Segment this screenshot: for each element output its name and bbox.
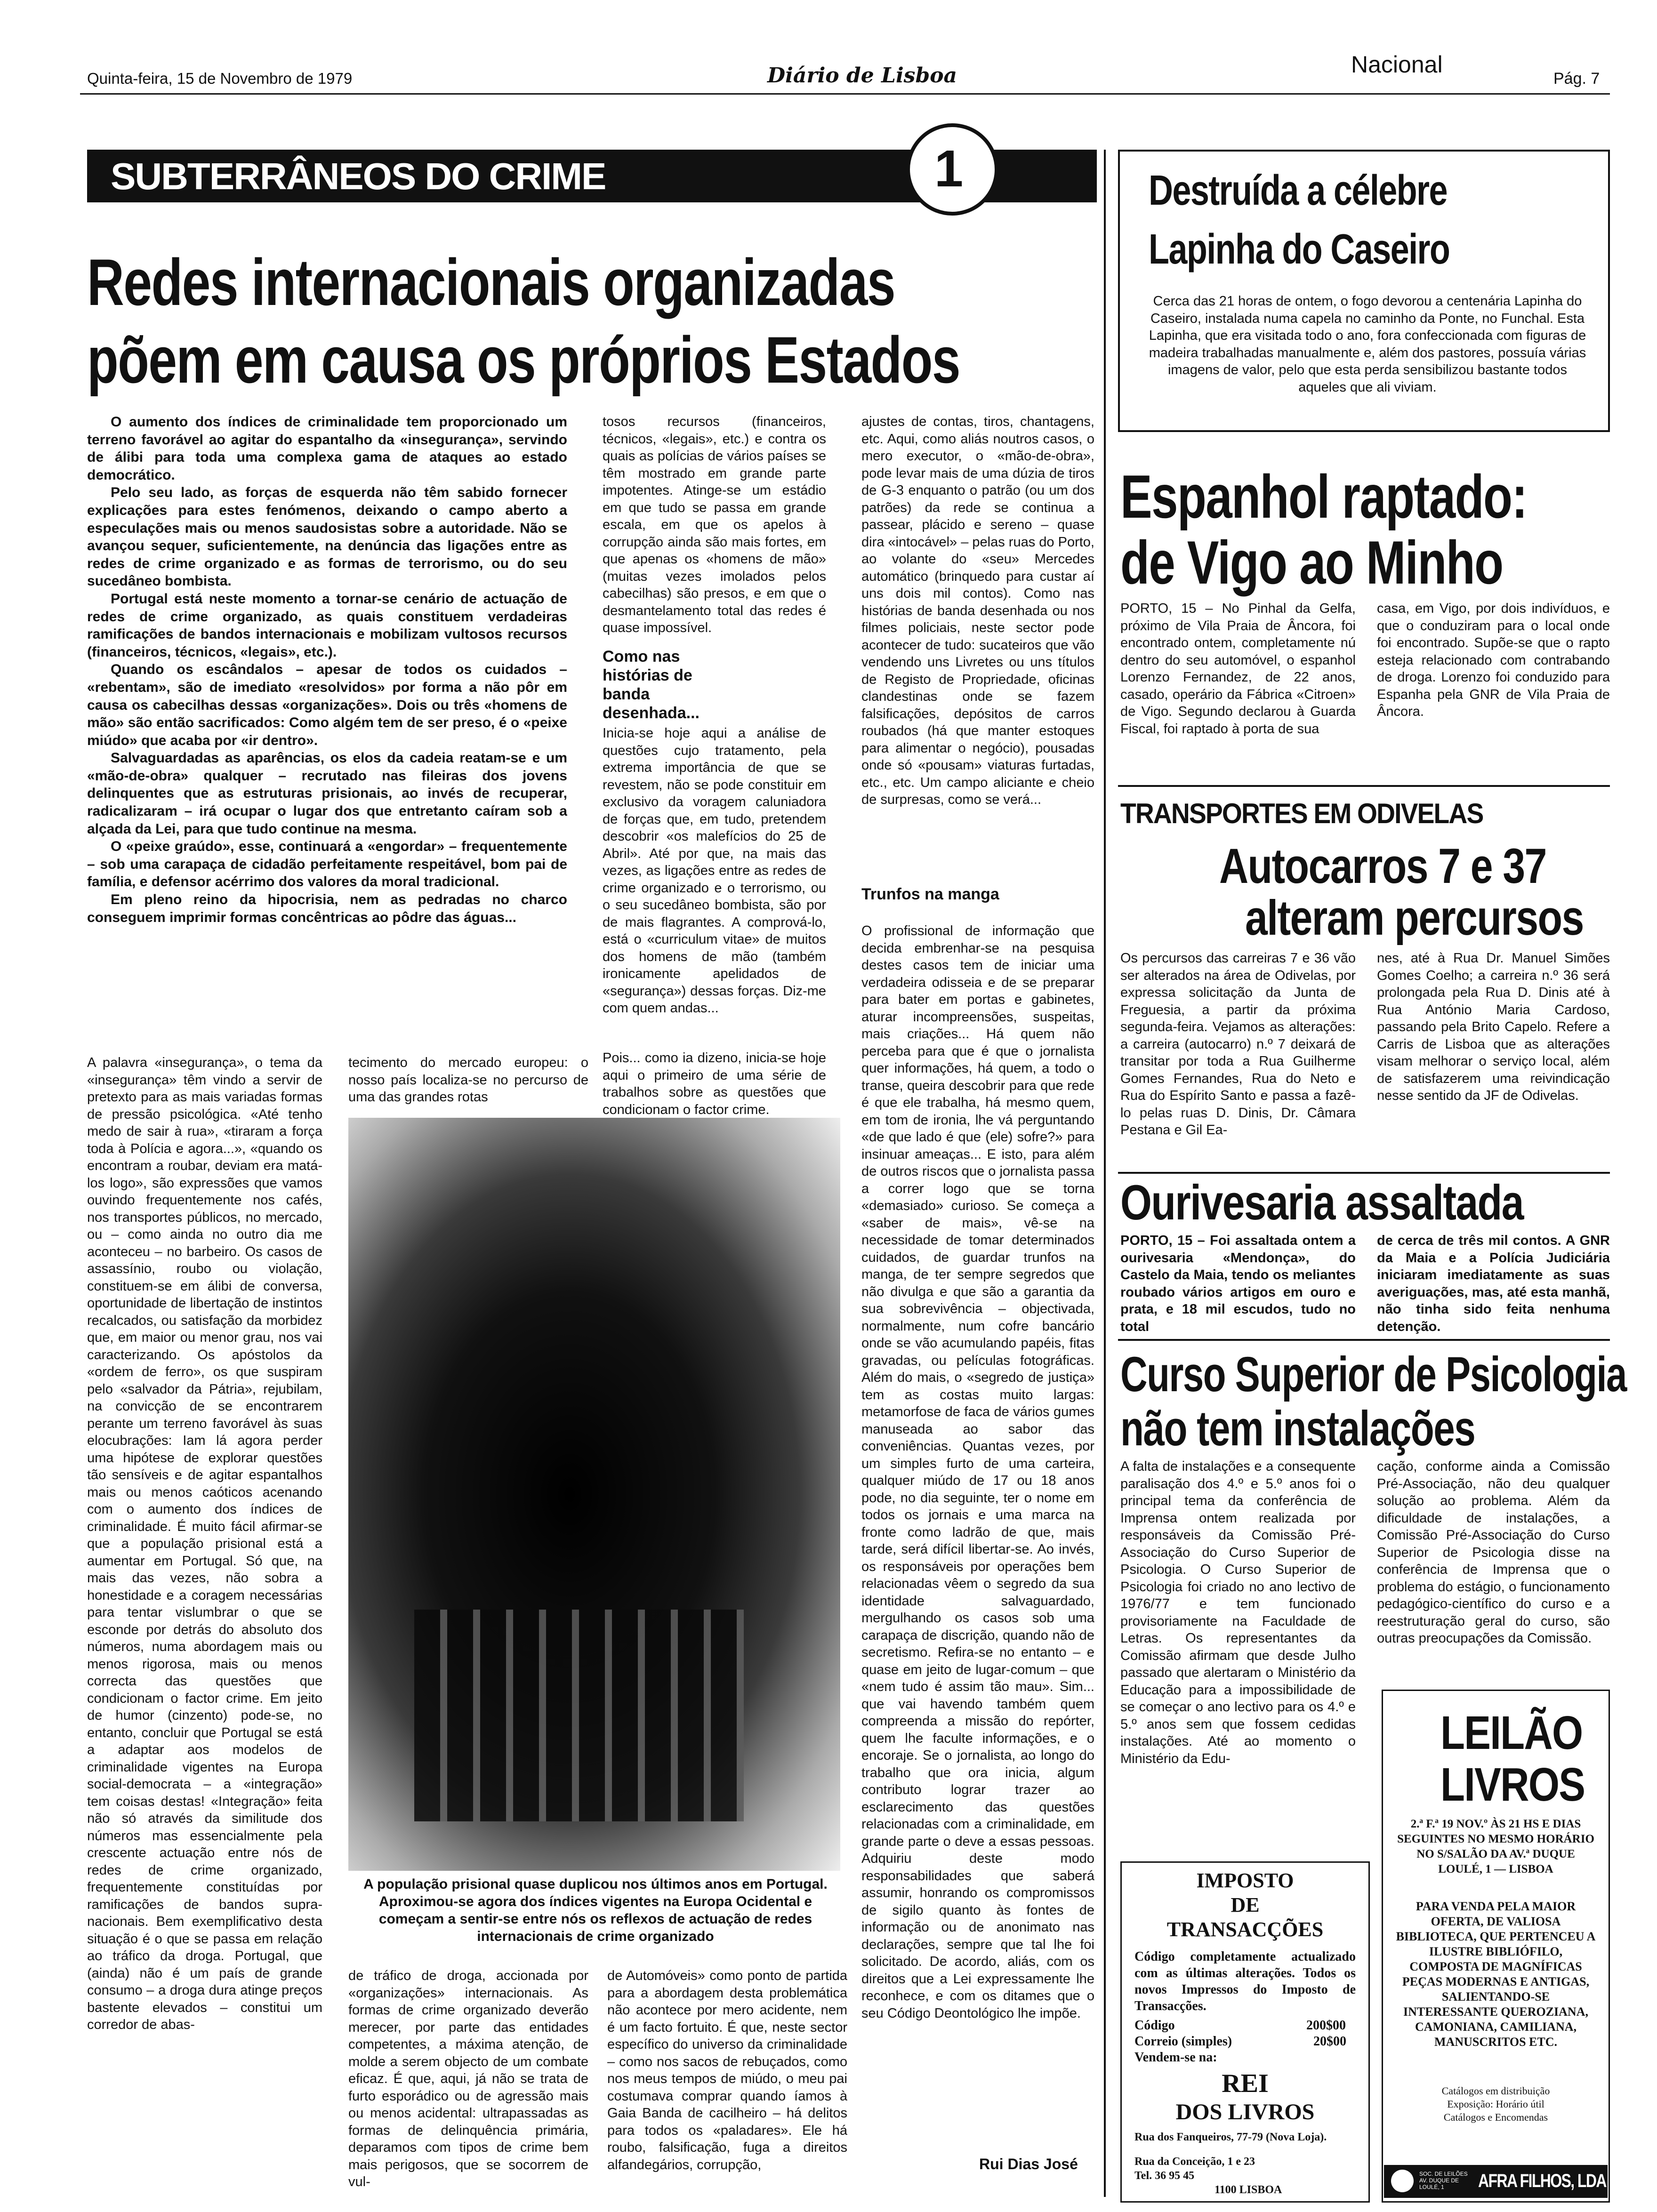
transportes-col-2: nes, até à Rua Dr. Manuel Simões Gomes Coelho; a carreira n.º 36 será prolongada pela Rua D. Dinis até à Rua António Maria Cardoso, passando pela Brito Capelo. Refere a Carris de Lisboa que as alterações visam melhorar o serviço local, além de satisfazerem uma reivindicação nesse sentido da JF de Odivelas. [1377, 951, 1610, 1103]
imposto-price-2: 20$00 [1313, 2034, 1346, 2049]
series-number: 1 [934, 140, 964, 198]
leilao-schedule: 2.ª F.ª 19 NOV.º ÀS 21 HS E DIAS SEGUINTES NO MESMO HORÁRIO NO S/SALÃO DA AV.ª DUQUE LOULÉ, 1 — LISBOA [1397, 1818, 1594, 1875]
header-rule [80, 93, 1610, 95]
leilao-title-2: LIVROS [1440, 1758, 1585, 1811]
column-divider [1104, 150, 1106, 2197]
transportes-headline-2: alteram percursos [1245, 890, 1584, 946]
lapinha-headline-1: Destruída a célebre [1149, 167, 1447, 214]
lead-p2: Pelo seu lado, as forças de esquerda não têm sabido fornecer explicações para estes fenómenos, deixando o campo aberto a especulações mais ou menos saudosistas sobre a autoridade. Não se avançou sequer, suficientemente, na denúncia das ligações entre as redes de crime organizado e as formas de terrorismo, ou do seu sucedâneo bombista. [87, 485, 567, 589]
leilao-note-3: Catálogos e Encomendas [1443, 2111, 1548, 2123]
byline: Rui Dias José [979, 2156, 1078, 2172]
subhead-trunfos: Trunfos na manga [861, 885, 999, 903]
lead-text [87, 413, 567, 1030]
column-right-top: ajustes de contas, tiros, chantagens, etc. Aqui, como aliás noutros casos, o mero executor, o «mão-de-obra», pode levar mais de uma dúzia de tiros de G-3 enquanto o patrão (ou um dos patrões) da rede se continua a passear, plácido e sereno – quase dira «intocável» – pelas ruas do Porto, ao volante do «seu» Mercedes automático (brinquedo para custar aí uns dois mil contos). Como nas histórias de banda desenhada ou nos filmes policiais, neste sector pode acontecer de tudo: sucateiros que vão vendendo uns Livretes ou uns títulos de Registo de Propriedade, oficinas clandestinas onde se fazem falsificações, depósitos de carros roubados (há que manter estoques para alimentar o negócio), pousadas onde só «pousam» viaturas furtadas, etc., etc. Um campo aliciante e cheio de surpresas, como se verá... [861, 414, 1094, 807]
main-headline-line-1: Redes internacionais organizadas [87, 245, 895, 319]
leilao-logo-icon [1391, 2170, 1414, 2192]
main-headline-line-2: põem em causa os próprios Estados [87, 323, 960, 397]
prison-photo-bars [414, 1610, 744, 1821]
ourivesaria-col-1: PORTO, 15 – Foi assaltada ontem a ourivesaria «Mendonça», do Castelo da Maia, tendo os meliantes roubado vários artigos em ouro e prata, e 18 mil escudos, tudo no total [1120, 1233, 1356, 1334]
leilao-footer-brand: AFRA FILHOS, LDA [1478, 2171, 1606, 2191]
series-banner-text: SUBTERRÂNEOS DO CRIME [111, 155, 606, 197]
imposto-title-2: DE [1231, 1893, 1260, 1916]
imposto-price-1: 200$00 [1306, 2018, 1346, 2033]
transportes-headline-1: Autocarros 7 e 37 [1219, 839, 1546, 894]
imposto-sold-by: Vendem-se na: [1134, 2050, 1217, 2065]
lapinha-headline-2: Lapinha do Caseiro [1149, 226, 1450, 273]
imposto-title-1: IMPOSTO [1196, 1869, 1294, 1892]
psicologia-col-1: A falta de instalações e a consequente paralisação dos 4.º e 5.º anos foi o principal tema da conferência de Imprensa ontem realizada por responsáveis da Comissão Pré-Associação do Curso Superior de Psicologia. O Curso Superior de Psicologia foi criado no ano lectivo de 1976/77 e tem funcionado provisoriamente na Faculdade de Letras. Os representantes da Comissão afirmam que desde Julho passado que alertaram o Ministério da Educação para a impossibilidade de se começar o ano lectivo para os 4.º e 5.º anos sem que fossem cedidas instalações. Até ao momento o Ministério da Edu- [1120, 1459, 1356, 1766]
imposto-store-2: DOS LIVROS [1175, 2100, 1315, 2124]
column-mid-top: tosos recursos (financeiros, técnicos, «legais», etc.) e contra os quais as polícias de vários países se têm mostrado em grande parte impotentes. Atinge-se um estádio em que tudo se passa em grande escala, em que os apelos à corrupção ainda são mais fortes, em que apenas os «homens de mão» (muitas vezes imolados pelos cabecilhas) são presos, e em que o desmantelamento total das redes é quase impossível. [603, 414, 826, 635]
psicologia-col-2: cação, conforme ainda a Comissão Pré-Associação, não deu qualquer solução ao problema. Além da dificuldade de instalações, a Comissão Pré-Associação do Curso Superior de Psicologia disse na conferência de Imprensa que o problema do estágio, o funcionamento pedagógico-científico do curso e a reestruturação geral do curso, são outras preocupações da Comissão. [1377, 1459, 1610, 1646]
espanhol-col-1: PORTO, 15 – No Pinhal da Gelfa, próximo de Vila Praia de Âncora, foi encontrado ontem, completamente nú dentro do seu automóvel, o espanhol Lorenzo Fernandez, de 22 anos, casado, operário da Fábrica «Citroen» de Vigo. Segundo declarou à Guarda Fiscal, foi raptado à porta de sua [1120, 601, 1356, 737]
lead-p3: Portugal está neste momento a tornar-se cenário de actuação de redes de crime organizado, as quais constituem verdadeiras ramificações de bandos internacionais e mobilizam vultosos recursos (financeiros, técnicos, «legais», etc.). [87, 591, 567, 660]
imposto-store-1: REI [1222, 2069, 1269, 2098]
imposto-city: 1100 LISBOA [1215, 2184, 1282, 2196]
imposto-address-2: Rua da Conceição, 1 e 23 [1134, 2156, 1255, 2168]
psicologia-headline-2: não tem instalações [1120, 1401, 1475, 1456]
imposto-price-2-label: Correio (simples) [1134, 2034, 1232, 2049]
ourivesaria-rule [1118, 1339, 1610, 1341]
page-number: Pág. 7 [1553, 70, 1600, 88]
imposto-title-3: TRANSACÇÕES [1166, 1918, 1324, 1941]
espanhol-headline-1: Espanhol raptado: [1120, 462, 1527, 531]
subhead-banda: Como nas histórias de banda desenhada... [603, 648, 700, 722]
ourivesaria-headline: Ourivesaria assaltada [1120, 1175, 1523, 1230]
leilao-footer-small: SOC. DE LEILÕES AV. DUQUE DE LOULÉ, 1 [1419, 2171, 1468, 2190]
lapinha-text: Cerca das 21 horas de ontem, o fogo devorou a centenária Lapinha do Caseiro, instalada numa capela no caminho da Ponte, no Funchal. Esta Lapinha, que era visitada todo o ano, fora confeccionada com figuras de madeira trabalhadas manualmente e, além dos pastores, possuía várias imagens de valor, pelo que esta perda sensibilizou bastante todos aqueles que ali viviam. [1149, 294, 1586, 395]
lead-p6: O «peixe graúdo», esse, continuará a «engordar» – frequentemente – sob uma carapaça de cidadão perfeitamente respeitável, bom pai de família, e defensor acérrimo dos valores da moral tradicional. [87, 839, 567, 890]
imposto-price-1-label: Código [1134, 2018, 1175, 2033]
column-mid-pois: Pois... como ia dizeno, inicia-se hoje aqui o primeiro de uma série de trabalhos sobre as questões que condicionam o factor crime. [603, 1050, 826, 1117]
leilao-note-1: Catálogos em distribuição [1441, 2085, 1550, 2097]
column-a: A palavra «insegurança», o tema da «insegurança» têm vindo a servir de pretexto para as mais variadas formas de pressão psicológica. «Até tenho medo de sair à rua», «tiraram a força toda à Polícia e agora...», «quando os encontram a roubar, deviam era matá-los logo», são expressões que vamos ouvindo frequentemente nos cafés, nos transportes públicos, no mercado, ou – como ainda no outro dia me aconteceu – no barbeiro. Os casos de assassínio, roubo ou violação, constituem-se em álibi de conversa, oportunidade de libertação de instintos recalcados, ou satisfação da morbidez que, em maior ou menor grau, nos vai caracterizando. Os apóstolos da «ordem de ferro», os que suspiram pelo «salvador da Pátria», rejubilam, na convicção de se encontrarem perante um terreno favorável às suas elocubrações: Iam lá agora perder uma hipótese de explorar questões tão sensíveis e de agitar espantalhos mais ou menos caóticos acenando com o aumento dos índices de criminalidade. É muito fácil afirmar-se que a população prisional está a aumentar em Portugal. Só que, na mais das vezes, não sobra a honestidade e a coragem necessárias para tentar vislumbrar o que se esconde por detrás do absoluto dos números, numa abordagem mais ou menos rigorosa, mais ou menos correcta das questões que condicionam o factor crime. Em jeito de humor (cinzento) pode-se, no entanto, concluir que Portugal se está a adaptar aos modelos de criminalidade vigentes na Europa social-democrata – a «integração» tem coisas destas! «Integração» feita não só através da similitude dos números mas essencialmente pela crescente actuação entre nós de redes de crime organizado, frequentemente constituídas por ramificações de bandos supra-nacionais. Bem exemplificativo desta situação é o que se passa em relação ao tráfico da droga. Portugal, que (ainda) não é um país de grande consumo – a droga dura atinge preços bastente elevados – constitui um corredor de abas- [87, 1055, 322, 2032]
lead-p1: O aumento dos índices de criminalidade tem proporcionado um terreno favorável ao agitar do espantalho da «insegurança», servindo de álibi para toda uma complexa gama de ataques ao estado democrático. [87, 414, 567, 483]
lead-p7: Em pleno reino da hipocrisia, nem as pedradas no charco conseguem imprimir formas concêntricas ao pôdre das águas... [87, 892, 567, 925]
column-c-bottom: de Automóveis» como ponto de partida para a abordagem desta problemática não acontece por mero acidente, nem é um facto fortuito. É que, neste sector específico do universo da criminalidade – como nos sacos de rebuçados, como nos meus tempos de miúdo, o meu pai costumava comprar quando íamos à Gaia Banda de cacilheiro – há delitos para todos os «paladares». Ele há roubo, falsificação, fuga a direitos alfandegários, corrupção, [607, 1968, 847, 2172]
espanhol-rule [1118, 785, 1610, 787]
column-b-top: tecimento do mercado europeu: o nosso país localiza-se no percurso de uma das grandes rotas [348, 1055, 588, 1105]
lead-p4: Quando os escândalos – apesar de todos os cuidados – «rebentam», são de imediato «resolvidos» por forma a não pôr em causa os cabecilhas dessas «organizações». Dois ou três «homens de mão» são então sacrificados: Como algém tem de ser preso, é o «peixe miúdo» que acaba por «ir dentro». [87, 662, 567, 748]
espanhol-headline-2: de Vigo ao Minho [1120, 528, 1503, 597]
column-mid-banda: Inicia-se hoje aqui a análise de questões cujo tratamento, pela extrema importância de que se revestem, não se pode constituir em exclusivo da voragem caluniadora de forças que, em tudo, pretendem descobrir «os malefícios do 25 de Abril». Até por que, na mais das vezes, as ligações entre as redes de crime organizado e o terrorismo, ou o seu sucedâneo bombista, são por de mais flagrantes. A comprová-lo, está o «curriculum vitae» de muitos dos homens de mão (também ironicamente apelidados de «segurança») dessas forças. Diz-me com quem andas... [603, 726, 826, 1016]
page-date: Quinta-feira, 15 de Novembro de 1979 [87, 70, 353, 87]
transportes-col-1: Os percursos das carreiras 7 e 36 vão ser alterados na área de Odivelas, por expressa solicitação da Junta de Freguesia, a partir da próxima segunda-feira. Vejamos as alterações: a carreira (autocarro) n.º 7 deixará de transitar por toda a Rua Guilherme Gomes Fernandes, Rua do Neto e Rua do Espírito Santo e passa a fazê-lo pelas ruas D. Dinis, Dr. Câmara Pestana e Gil Ea- [1120, 951, 1356, 1138]
imposto-address-1: Rua dos Fanqueiros, 77-79 (Nova Loja). [1134, 2131, 1327, 2143]
transportes-kicker: TRANSPORTES EM ODIVELAS [1120, 798, 1483, 829]
imposto-phone: Tel. 36 95 45 [1134, 2170, 1195, 2182]
transportes-rule [1118, 1172, 1610, 1174]
section-label: Nacional [1351, 51, 1443, 78]
column-b-bottom: de tráfico de droga, accionada por «organizações» internacionais. As formas de crime organizado deverão merecer, por parte das entidades competentes, a máxima atenção, de molde a serem objecto de um combate eficaz. É que, aqui, já não se trata de furto esporádico ou de agressão mais ou menos acidental: ultrapassadas as formas de delinquência primária, deparamos com tipos de crime bem mais perigosos, que se socorrem de vul- [348, 1968, 588, 2189]
column-right-trunfos: O profissional de informação que decida embrenhar-se na pesquisa destes casos tem de iniciar uma verdadeira odisseia e de se preparar para bater em portas e gabinetes, aturar incompreensões, suspeitas, mais criações... Há quem não perceba para que é que o jornalista quer informações, há quem, a todo o transe, queira descobrir para que rede é que ele trabalha, há mesmo quem, em tom de ironia, lhe vá perguntando «de que lado é que (ele) sofre?» para insinuar ameaças... E isto, para além de outros riscos que o jornalista passa a correr logo que se torna «demasiado» curioso. Se começa a «saber de mais», vê-se na necessidade de tomar determinados cuidados, de guardar trunfos na manga, de ter sempre segredos que não divulga e que são a garantia da sua sobrevivência – objectivada, normalmente, num cofre bancário onde se vão acumulando papéis, fitas gravadas, ou películas fotográficas. Além do mais, o «segredo de justiça» tem as costas muito largas: metamorfose de faca de vários gumes manuseada ao sabor das conveniências. Quantas vezes, por um simples furto de uma carteira, qualquer miúdo de 17 ou 18 anos pode, no dia seguinte, ter o nome em todos os jornais e uma marca na fronte como ladrão de que, mais tarde, será difícil libertar-se. Ao invés, os responsáveis por operações bem relacionadas vêem o segredo da sua identidade salvaguardado, mergulhando os casos sob uma carapaça de discrição, quando não de secretismo. Refira-se no entanto – e quase em jeito de lugar-comum – que «nem tudo é assim tão mau». Sim... que vai havendo também quem compreenda a missão do repórter, quem lhe faculte informações, e o encoraje. Se o jornalista, ao longo do trabalho que ora inicia, algum contributo lograr trazer ao esclarecimento das questões relacionadas com a criminalidade, em grande parte o deve a essas pessoas. Adquiriu deste modo responsabilidades que saberá assumir, honrando os compromissos de sigilo quanto às fontes de informação ou de anonimato nas declarações, sempre que tal lhe foi solicitado. De acordo, aliás, com os direitos que a Lei expressamente lhe reconhece, e com os ditames que o seu Código Deontológico lhe impõe. [861, 923, 1094, 2021]
imposto-intro: Código completamente actualizado com as últimas alterações. Todos os novos Impressos do Imposto de Transacções. [1134, 1949, 1356, 2013]
ourivesaria-col-2: de cerca de três mil contos. A GNR da Maia e a Polícia Judiciária iniciaram imediatamente as suas averiguações, mas, até esta manhã, não tinha sido feita nenhuma detenção. [1377, 1233, 1610, 1334]
lead-p5: Salvaguardadas as aparências, os elos da cadeia reatam-se e um «mão-de-obra» qualquer – recrutado nas fileiras dos jovens delinquentes que as estruturas prisionais, ao invés de recuperar, radicalizaram – irá ocupar o lugar dos que entretanto caíram sob a alçada da Lei, para que tudo continue na mesma. [87, 750, 567, 837]
leilao-title-1: LEILÃO [1440, 1707, 1583, 1759]
leilao-note-2: Exposição: Horário útil [1447, 2098, 1544, 2110]
photo-caption: A população prisional quase duplicou nos últimos anos em Portugal. Aproximou-se agora dos índices vigentes na Europa Ocidental e começam a sentir-se entre nós os reflexos de actuação de redes internacionais de crime organizado [363, 1876, 828, 1944]
psicologia-headline-1: Curso Superior de Psicologia [1120, 1347, 1626, 1402]
leilao-body: PARA VENDA PELA MAIOR OFERTA, DE VALIOSA BIBLIOTECA, QUE PERTENCEU A ILUSTRE BIBLIÓFILO, COMPOSTA DE MAGNÍFICAS PEÇAS MODERNAS E ANTIGAS, SALIENTANDO-SE INTERESSANTE QUEROZIANA, CAMONIANA, CAMILIANA, MANUSCRITOS ETC. [1396, 1899, 1596, 2049]
espanhol-col-2: casa, em Vigo, por dois indivíduos, e que o conduziram para o local onde foi encontrado. Supõe-se que o rapto esteja relacionado com contrabando de droga. Lorenzo foi conduzido para Espanha pela GNR de Vila Praia de Âncora. [1377, 601, 1610, 719]
masthead: Diário de Lisboa [767, 64, 957, 88]
